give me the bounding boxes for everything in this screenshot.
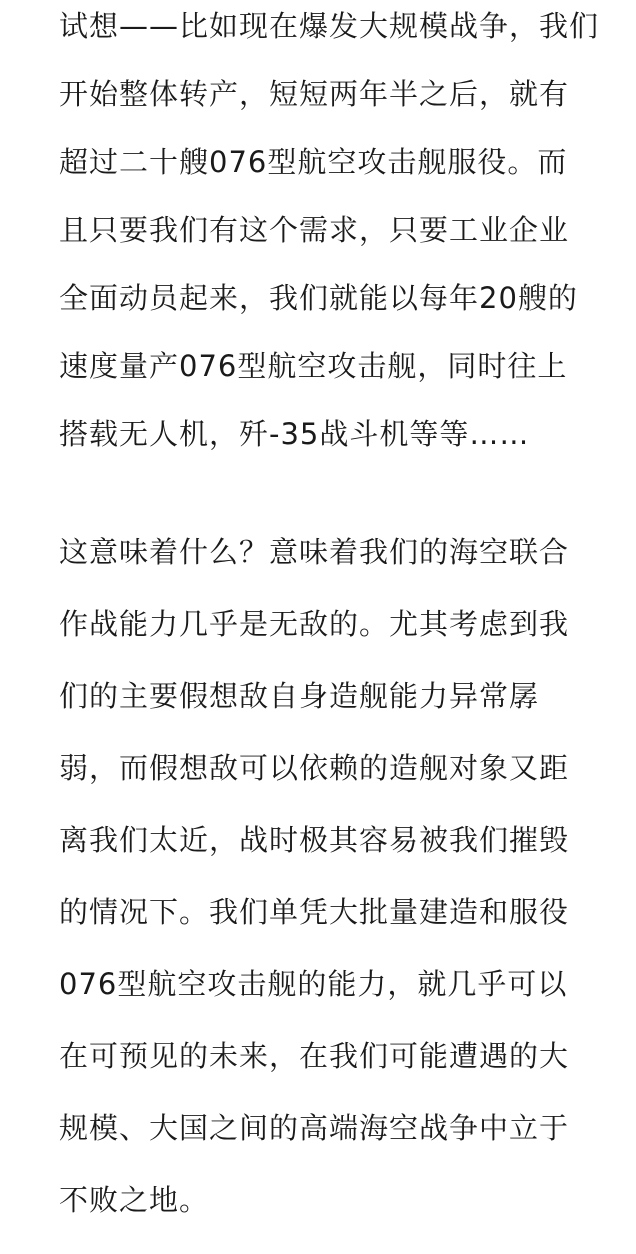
paragraph-line: 弱，而假想敌可以依赖的造舰对象又距	[59, 751, 570, 785]
paragraph-line: 们的主要假想敌自身造舰能力异常孱	[59, 679, 540, 713]
highlighted-text[interactable]: 且只要我们有这个需求，只要工业企业	[59, 212, 569, 248]
paragraph-line: 076型航空攻击舰的能力，就几乎可以	[59, 967, 568, 1001]
highlighted-text[interactable]: 开始整体转产，短短两年半之后，就有	[59, 76, 569, 112]
highlighted-paragraph	[59, 8, 599, 484]
paragraph-line	[59, 144, 599, 180]
highlighted-text[interactable]: 搭载无人机，歼-35战斗机等等……	[59, 416, 529, 452]
highlighted-text[interactable]: 速度量产076型航空攻击舰，同时往上	[59, 348, 567, 384]
highlighted-text[interactable]: 全面动员起来，我们就能以每年20艘的	[59, 280, 578, 316]
paragraph-line	[59, 8, 599, 44]
paragraph-line	[59, 76, 599, 112]
highlighted-text[interactable]: 超过二十艘076型航空攻击舰服役。而	[59, 144, 567, 180]
body-paragraph	[59, 534, 569, 1254]
paragraph-line	[59, 348, 599, 384]
paragraph-line: 规模、大国之间的高端海空战争中立于	[59, 1111, 570, 1145]
paragraph-line	[59, 280, 599, 316]
paragraph-line: 离我们太近，战时极其容易被我们摧毁	[59, 823, 570, 857]
paragraph-line	[59, 212, 599, 248]
paragraph-line: 这意味着什么？意味着我们的海空联合	[59, 535, 570, 569]
paragraph-line: 不败之地。	[59, 1183, 210, 1217]
highlighted-text[interactable]: 试想——比如现在爆发大规模战争，我们	[59, 8, 599, 44]
paragraph-line	[59, 416, 599, 452]
paragraph-line: 的情况下。我们单凭大批量建造和服役	[59, 895, 570, 929]
paragraph-line: 作战能力几乎是无敌的。尤其考虑到我	[59, 607, 570, 641]
paragraph-line: 在可预见的未来，在我们可能遭遇的大	[59, 1039, 570, 1073]
